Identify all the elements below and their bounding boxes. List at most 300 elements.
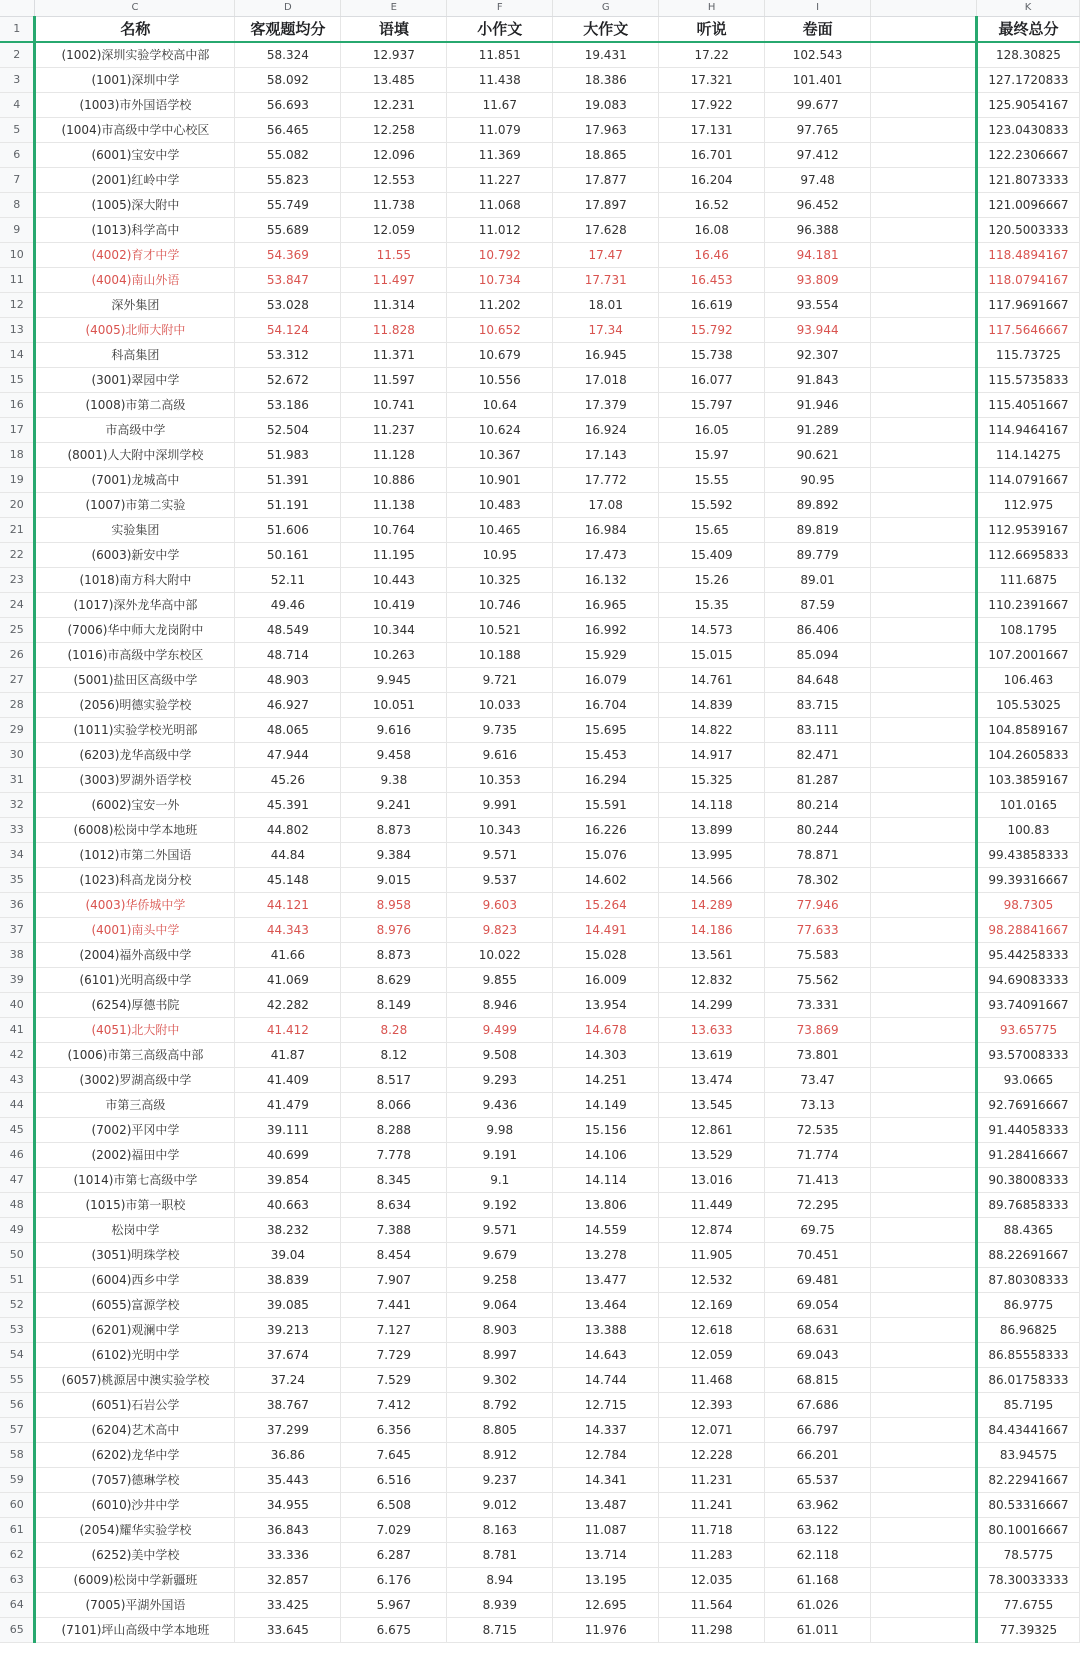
score-cell-F[interactable]: 10.679 (447, 342, 553, 367)
score-cell-K[interactable]: 80.53316667 (976, 1492, 1079, 1517)
row-number[interactable]: 64 (0, 1592, 35, 1617)
score-cell-H[interactable]: 11.718 (659, 1517, 765, 1542)
row-number[interactable]: 32 (0, 792, 35, 817)
score-cell-H[interactable]: 12.832 (659, 967, 765, 992)
score-cell-D[interactable]: 48.903 (235, 667, 341, 692)
row-number[interactable]: 59 (0, 1467, 35, 1492)
score-cell-G[interactable]: 14.744 (553, 1367, 659, 1392)
spacer-cell[interactable] (871, 1142, 977, 1167)
score-cell-F[interactable]: 9.302 (447, 1367, 553, 1392)
row-number[interactable]: 49 (0, 1217, 35, 1242)
score-cell-F[interactable]: 9.064 (447, 1292, 553, 1317)
score-cell-F[interactable]: 9.616 (447, 742, 553, 767)
row-number[interactable]: 24 (0, 592, 35, 617)
score-cell-G[interactable]: 11.976 (553, 1617, 659, 1642)
score-cell-E[interactable]: 8.634 (341, 1192, 447, 1217)
row-number[interactable]: 10 (0, 242, 35, 267)
score-cell-I[interactable]: 69.043 (765, 1342, 871, 1367)
row-number[interactable]: 14 (0, 342, 35, 367)
row-number[interactable]: 34 (0, 842, 35, 867)
school-name-cell[interactable]: (6009)松岗中学新疆班 (35, 1567, 235, 1592)
school-name-cell[interactable]: (6102)光明中学 (35, 1342, 235, 1367)
score-cell-F[interactable]: 9.508 (447, 1042, 553, 1067)
spacer-cell[interactable] (871, 517, 977, 542)
score-cell-F[interactable]: 11.012 (447, 217, 553, 242)
score-cell-F[interactable]: 11.227 (447, 167, 553, 192)
school-name-cell[interactable]: 实验集团 (35, 517, 235, 542)
school-name-cell[interactable]: (1015)市第一职校 (35, 1192, 235, 1217)
score-cell-G[interactable]: 14.114 (553, 1167, 659, 1192)
spacer-cell[interactable] (871, 442, 977, 467)
score-cell-E[interactable]: 10.263 (341, 642, 447, 667)
spacer-cell[interactable] (871, 1492, 977, 1517)
column-letter-K[interactable]: K (976, 0, 1079, 16)
spacer-cell[interactable] (871, 16, 977, 42)
spacer-cell[interactable] (871, 1167, 977, 1192)
spacer-cell[interactable] (871, 1217, 977, 1242)
score-cell-F[interactable]: 9.192 (447, 1192, 553, 1217)
score-cell-K[interactable]: 117.5646667 (976, 317, 1079, 342)
row-number[interactable]: 38 (0, 942, 35, 967)
row-number[interactable]: 57 (0, 1417, 35, 1442)
spacer-cell[interactable] (871, 667, 977, 692)
row-number[interactable]: 15 (0, 367, 35, 392)
score-cell-E[interactable]: 6.508 (341, 1492, 447, 1517)
score-cell-D[interactable]: 40.663 (235, 1192, 341, 1217)
score-cell-H[interactable]: 17.922 (659, 92, 765, 117)
score-cell-I[interactable]: 68.631 (765, 1317, 871, 1342)
score-cell-E[interactable]: 10.051 (341, 692, 447, 717)
score-cell-K[interactable]: 98.7305 (976, 892, 1079, 917)
score-cell-I[interactable]: 73.801 (765, 1042, 871, 1067)
score-cell-H[interactable]: 15.797 (659, 392, 765, 417)
score-cell-I[interactable]: 72.295 (765, 1192, 871, 1217)
school-name-cell[interactable]: (6003)新安中学 (35, 542, 235, 567)
score-cell-G[interactable]: 14.643 (553, 1342, 659, 1367)
school-name-cell[interactable]: (6002)宝安一外 (35, 792, 235, 817)
score-cell-E[interactable]: 8.873 (341, 817, 447, 842)
score-cell-I[interactable]: 85.094 (765, 642, 871, 667)
score-cell-E[interactable]: 10.344 (341, 617, 447, 642)
score-cell-I[interactable]: 75.562 (765, 967, 871, 992)
score-cell-E[interactable]: 12.258 (341, 117, 447, 142)
score-cell-F[interactable]: 9.499 (447, 1017, 553, 1042)
score-cell-G[interactable]: 15.028 (553, 942, 659, 967)
score-cell-K[interactable]: 107.2001667 (976, 642, 1079, 667)
school-name-cell[interactable]: (4002)育才中学 (35, 242, 235, 267)
spacer-cell[interactable] (871, 167, 977, 192)
score-cell-K[interactable]: 93.65775 (976, 1017, 1079, 1042)
column-letter-G[interactable]: G (553, 0, 659, 16)
score-cell-G[interactable]: 16.226 (553, 817, 659, 842)
score-cell-K[interactable]: 86.01758333 (976, 1367, 1079, 1392)
school-name-cell[interactable]: (1014)市第七高级中学 (35, 1167, 235, 1192)
score-cell-H[interactable]: 13.995 (659, 842, 765, 867)
school-name-cell[interactable]: (7057)德琳学校 (35, 1467, 235, 1492)
spacer-cell[interactable] (871, 417, 977, 442)
column-letter-I[interactable]: I (765, 0, 871, 16)
score-cell-F[interactable]: 10.343 (447, 817, 553, 842)
score-cell-H[interactable]: 15.015 (659, 642, 765, 667)
score-cell-H[interactable]: 13.633 (659, 1017, 765, 1042)
spacer-cell[interactable] (871, 492, 977, 517)
row-number[interactable]: 63 (0, 1567, 35, 1592)
score-cell-D[interactable]: 33.336 (235, 1542, 341, 1567)
school-name-cell[interactable]: (2001)红岭中学 (35, 167, 235, 192)
score-cell-E[interactable]: 11.128 (341, 442, 447, 467)
school-name-cell[interactable]: (1001)深圳中学 (35, 67, 235, 92)
spacer-cell[interactable] (871, 1117, 977, 1142)
score-cell-E[interactable]: 12.059 (341, 217, 447, 242)
score-cell-K[interactable]: 85.7195 (976, 1392, 1079, 1417)
score-cell-I[interactable]: 72.535 (765, 1117, 871, 1142)
score-cell-I[interactable]: 94.181 (765, 242, 871, 267)
spacer-cell[interactable] (871, 567, 977, 592)
score-cell-E[interactable]: 7.412 (341, 1392, 447, 1417)
score-cell-K[interactable]: 100.83 (976, 817, 1079, 842)
score-cell-F[interactable]: 8.946 (447, 992, 553, 1017)
school-name-cell[interactable]: (7006)华中师大龙岗附中 (35, 617, 235, 642)
spacer-cell[interactable] (871, 617, 977, 642)
school-name-cell[interactable]: (7005)平湖外国语 (35, 1592, 235, 1617)
score-cell-E[interactable]: 5.967 (341, 1592, 447, 1617)
score-cell-K[interactable]: 80.10016667 (976, 1517, 1079, 1542)
score-cell-D[interactable]: 38.839 (235, 1267, 341, 1292)
score-cell-G[interactable]: 16.294 (553, 767, 659, 792)
score-cell-D[interactable]: 39.04 (235, 1242, 341, 1267)
school-name-cell[interactable]: (6254)厚德书院 (35, 992, 235, 1017)
score-cell-D[interactable]: 55.823 (235, 167, 341, 192)
school-name-cell[interactable]: (3003)罗湖外语学校 (35, 767, 235, 792)
school-name-cell[interactable]: (1007)市第二实验 (35, 492, 235, 517)
score-cell-I[interactable]: 102.543 (765, 42, 871, 67)
row-number[interactable]: 43 (0, 1067, 35, 1092)
score-cell-K[interactable]: 122.2306667 (976, 142, 1079, 167)
score-cell-H[interactable]: 15.738 (659, 342, 765, 367)
school-name-cell[interactable]: (6055)富源学校 (35, 1292, 235, 1317)
spacer-cell[interactable] (871, 1417, 977, 1442)
spacer-cell[interactable] (871, 1442, 977, 1467)
score-cell-I[interactable]: 66.201 (765, 1442, 871, 1467)
score-cell-F[interactable]: 9.237 (447, 1467, 553, 1492)
score-cell-D[interactable]: 52.672 (235, 367, 341, 392)
score-cell-I[interactable]: 69.75 (765, 1217, 871, 1242)
score-cell-H[interactable]: 12.035 (659, 1567, 765, 1592)
score-cell-D[interactable]: 45.148 (235, 867, 341, 892)
row-number[interactable]: 30 (0, 742, 35, 767)
score-cell-G[interactable]: 17.897 (553, 192, 659, 217)
school-name-cell[interactable]: (4051)北大附中 (35, 1017, 235, 1042)
score-cell-I[interactable]: 77.946 (765, 892, 871, 917)
school-name-cell[interactable]: (3001)翠园中学 (35, 367, 235, 392)
score-cell-G[interactable]: 12.784 (553, 1442, 659, 1467)
score-cell-K[interactable]: 98.28841667 (976, 917, 1079, 942)
score-cell-K[interactable]: 118.0794167 (976, 267, 1079, 292)
score-cell-K[interactable]: 104.8589167 (976, 717, 1079, 742)
score-cell-G[interactable]: 16.945 (553, 342, 659, 367)
score-cell-G[interactable]: 17.473 (553, 542, 659, 567)
spacer-cell[interactable] (871, 1517, 977, 1542)
score-cell-I[interactable]: 91.946 (765, 392, 871, 417)
score-cell-K[interactable]: 115.4051667 (976, 392, 1079, 417)
row-number[interactable]: 1 (0, 16, 35, 42)
score-cell-H[interactable]: 13.619 (659, 1042, 765, 1067)
score-cell-H[interactable]: 16.52 (659, 192, 765, 217)
column-letter-F[interactable]: F (447, 0, 553, 16)
score-cell-K[interactable]: 93.57008333 (976, 1042, 1079, 1067)
score-cell-H[interactable]: 12.169 (659, 1292, 765, 1317)
spacer-cell[interactable] (871, 642, 977, 667)
select-all-corner[interactable] (0, 0, 35, 16)
score-cell-F[interactable]: 10.483 (447, 492, 553, 517)
score-cell-E[interactable]: 8.873 (341, 942, 447, 967)
spacer-cell[interactable] (871, 1567, 977, 1592)
column-letter-C[interactable]: C (35, 0, 235, 16)
score-cell-D[interactable]: 32.857 (235, 1567, 341, 1592)
score-cell-F[interactable]: 10.652 (447, 317, 553, 342)
score-cell-E[interactable]: 12.096 (341, 142, 447, 167)
spacer-cell[interactable] (871, 242, 977, 267)
score-cell-F[interactable]: 11.079 (447, 117, 553, 142)
score-cell-D[interactable]: 55.689 (235, 217, 341, 242)
spacer-cell[interactable] (871, 1192, 977, 1217)
school-name-cell[interactable]: (6252)美中学校 (35, 1542, 235, 1567)
spacer-cell[interactable] (871, 1367, 977, 1392)
score-cell-K[interactable]: 95.44258333 (976, 942, 1079, 967)
score-cell-G[interactable]: 14.251 (553, 1067, 659, 1092)
score-cell-K[interactable]: 111.6875 (976, 567, 1079, 592)
score-cell-E[interactable]: 12.937 (341, 42, 447, 67)
score-cell-G[interactable]: 19.083 (553, 92, 659, 117)
score-cell-H[interactable]: 16.701 (659, 142, 765, 167)
score-cell-K[interactable]: 78.5775 (976, 1542, 1079, 1567)
column-letter-J[interactable] (871, 0, 977, 16)
score-cell-D[interactable]: 49.46 (235, 592, 341, 617)
spacer-cell[interactable] (871, 742, 977, 767)
score-cell-D[interactable]: 40.699 (235, 1142, 341, 1167)
score-cell-D[interactable]: 41.87 (235, 1042, 341, 1067)
score-cell-D[interactable]: 44.343 (235, 917, 341, 942)
row-number[interactable]: 5 (0, 117, 35, 142)
score-cell-D[interactable]: 38.232 (235, 1217, 341, 1242)
score-cell-K[interactable]: 104.2605833 (976, 742, 1079, 767)
score-cell-E[interactable]: 9.945 (341, 667, 447, 692)
score-cell-F[interactable]: 9.191 (447, 1142, 553, 1167)
school-name-cell[interactable]: (6004)西乡中学 (35, 1267, 235, 1292)
score-cell-K[interactable]: 92.76916667 (976, 1092, 1079, 1117)
score-cell-F[interactable]: 10.64 (447, 392, 553, 417)
score-cell-D[interactable]: 48.549 (235, 617, 341, 642)
score-cell-D[interactable]: 37.24 (235, 1367, 341, 1392)
score-cell-K[interactable]: 82.22941667 (976, 1467, 1079, 1492)
school-name-cell[interactable]: (1017)深外龙华高中部 (35, 592, 235, 617)
row-number[interactable]: 28 (0, 692, 35, 717)
score-cell-I[interactable]: 62.118 (765, 1542, 871, 1567)
score-cell-H[interactable]: 11.564 (659, 1592, 765, 1617)
score-cell-G[interactable]: 15.929 (553, 642, 659, 667)
row-number[interactable]: 62 (0, 1542, 35, 1567)
school-name-cell[interactable]: 深外集团 (35, 292, 235, 317)
score-cell-I[interactable]: 90.95 (765, 467, 871, 492)
spacer-cell[interactable] (871, 1092, 977, 1117)
score-cell-I[interactable]: 71.413 (765, 1167, 871, 1192)
score-cell-F[interactable]: 10.188 (447, 642, 553, 667)
score-cell-I[interactable]: 82.471 (765, 742, 871, 767)
score-cell-F[interactable]: 8.792 (447, 1392, 553, 1417)
score-cell-H[interactable]: 14.917 (659, 742, 765, 767)
school-name-cell[interactable]: (4004)南山外语 (35, 267, 235, 292)
score-cell-E[interactable]: 11.738 (341, 192, 447, 217)
score-cell-K[interactable]: 77.39325 (976, 1617, 1079, 1642)
score-cell-I[interactable]: 78.871 (765, 842, 871, 867)
row-number[interactable]: 41 (0, 1017, 35, 1042)
row-number[interactable]: 48 (0, 1192, 35, 1217)
score-cell-G[interactable]: 14.149 (553, 1092, 659, 1117)
school-name-cell[interactable]: (3051)明珠学校 (35, 1242, 235, 1267)
score-cell-I[interactable]: 93.809 (765, 267, 871, 292)
score-cell-D[interactable]: 33.645 (235, 1617, 341, 1642)
score-cell-D[interactable]: 53.312 (235, 342, 341, 367)
row-number[interactable]: 65 (0, 1617, 35, 1642)
score-cell-D[interactable]: 45.391 (235, 792, 341, 817)
score-cell-D[interactable]: 36.86 (235, 1442, 341, 1467)
score-cell-H[interactable]: 16.05 (659, 417, 765, 442)
score-cell-G[interactable]: 16.984 (553, 517, 659, 542)
score-cell-D[interactable]: 42.282 (235, 992, 341, 1017)
school-name-cell[interactable]: (6201)观澜中学 (35, 1317, 235, 1342)
score-cell-H[interactable]: 11.283 (659, 1542, 765, 1567)
score-cell-F[interactable]: 8.997 (447, 1342, 553, 1367)
score-cell-G[interactable]: 17.34 (553, 317, 659, 342)
score-cell-G[interactable]: 16.992 (553, 617, 659, 642)
score-cell-H[interactable]: 15.65 (659, 517, 765, 542)
score-cell-D[interactable]: 53.847 (235, 267, 341, 292)
score-cell-H[interactable]: 14.761 (659, 667, 765, 692)
column-letter-E[interactable]: E (341, 0, 447, 16)
score-cell-K[interactable]: 86.85558333 (976, 1342, 1079, 1367)
score-cell-I[interactable]: 89.01 (765, 567, 871, 592)
row-number[interactable]: 27 (0, 667, 35, 692)
spacer-cell[interactable] (871, 1292, 977, 1317)
school-name-cell[interactable]: (2056)明德实验学校 (35, 692, 235, 717)
score-cell-K[interactable]: 84.43441667 (976, 1417, 1079, 1442)
score-cell-K[interactable]: 93.74091667 (976, 992, 1079, 1017)
score-cell-F[interactable]: 11.369 (447, 142, 553, 167)
score-cell-H[interactable]: 15.325 (659, 767, 765, 792)
score-cell-G[interactable]: 13.388 (553, 1317, 659, 1342)
row-number[interactable]: 20 (0, 492, 35, 517)
row-number[interactable]: 45 (0, 1117, 35, 1142)
score-cell-E[interactable]: 8.345 (341, 1167, 447, 1192)
score-cell-K[interactable]: 99.39316667 (976, 867, 1079, 892)
score-cell-D[interactable]: 47.944 (235, 742, 341, 767)
score-cell-I[interactable]: 97.412 (765, 142, 871, 167)
row-number[interactable]: 37 (0, 917, 35, 942)
row-number[interactable]: 2 (0, 42, 35, 67)
header-cell-K[interactable]: 最终总分 (976, 16, 1079, 42)
spacer-cell[interactable] (871, 1592, 977, 1617)
score-cell-D[interactable]: 39.085 (235, 1292, 341, 1317)
score-cell-D[interactable]: 41.479 (235, 1092, 341, 1117)
score-cell-H[interactable]: 12.071 (659, 1417, 765, 1442)
score-cell-E[interactable]: 8.517 (341, 1067, 447, 1092)
score-cell-D[interactable]: 41.66 (235, 942, 341, 967)
spacer-cell[interactable] (871, 767, 977, 792)
score-cell-H[interactable]: 15.55 (659, 467, 765, 492)
school-name-cell[interactable]: (4005)北师大附中 (35, 317, 235, 342)
score-cell-E[interactable]: 9.616 (341, 717, 447, 742)
row-number[interactable]: 39 (0, 967, 35, 992)
score-cell-F[interactable]: 8.939 (447, 1592, 553, 1617)
school-name-cell[interactable]: (1018)南方科大附中 (35, 567, 235, 592)
column-letter-D[interactable]: D (235, 0, 341, 16)
score-cell-I[interactable]: 70.451 (765, 1242, 871, 1267)
spacer-cell[interactable] (871, 1267, 977, 1292)
score-cell-K[interactable]: 128.30825 (976, 42, 1079, 67)
score-cell-H[interactable]: 15.97 (659, 442, 765, 467)
score-cell-F[interactable]: 10.792 (447, 242, 553, 267)
score-cell-H[interactable]: 12.861 (659, 1117, 765, 1142)
score-cell-G[interactable]: 18.01 (553, 292, 659, 317)
school-name-cell[interactable]: (1002)深圳实验学校高中部 (35, 42, 235, 67)
score-cell-I[interactable]: 73.47 (765, 1067, 871, 1092)
score-cell-E[interactable]: 11.138 (341, 492, 447, 517)
score-cell-G[interactable]: 16.079 (553, 667, 659, 692)
score-cell-G[interactable]: 13.195 (553, 1567, 659, 1592)
score-cell-G[interactable]: 15.453 (553, 742, 659, 767)
spacer-cell[interactable] (871, 892, 977, 917)
score-cell-D[interactable]: 44.802 (235, 817, 341, 842)
score-cell-G[interactable]: 13.477 (553, 1267, 659, 1292)
score-cell-G[interactable]: 16.132 (553, 567, 659, 592)
school-name-cell[interactable]: (1023)科高龙岗分校 (35, 867, 235, 892)
score-cell-I[interactable]: 99.677 (765, 92, 871, 117)
score-cell-G[interactable]: 17.963 (553, 117, 659, 142)
score-cell-G[interactable]: 17.772 (553, 467, 659, 492)
score-cell-K[interactable]: 123.0430833 (976, 117, 1079, 142)
row-number[interactable]: 53 (0, 1317, 35, 1342)
row-number[interactable]: 22 (0, 542, 35, 567)
score-cell-G[interactable]: 15.156 (553, 1117, 659, 1142)
score-cell-E[interactable]: 8.288 (341, 1117, 447, 1142)
score-cell-I[interactable]: 93.944 (765, 317, 871, 342)
score-cell-E[interactable]: 6.675 (341, 1617, 447, 1642)
score-cell-I[interactable]: 75.583 (765, 942, 871, 967)
score-cell-D[interactable]: 51.983 (235, 442, 341, 467)
score-cell-D[interactable]: 54.369 (235, 242, 341, 267)
row-number[interactable]: 54 (0, 1342, 35, 1367)
score-cell-G[interactable]: 13.278 (553, 1242, 659, 1267)
score-cell-F[interactable]: 10.521 (447, 617, 553, 642)
score-cell-F[interactable]: 9.735 (447, 717, 553, 742)
score-cell-D[interactable]: 41.412 (235, 1017, 341, 1042)
score-cell-I[interactable]: 101.401 (765, 67, 871, 92)
row-number[interactable]: 44 (0, 1092, 35, 1117)
spacer-cell[interactable] (871, 1617, 977, 1642)
score-cell-K[interactable]: 86.96825 (976, 1317, 1079, 1342)
score-cell-F[interactable]: 9.991 (447, 792, 553, 817)
score-cell-D[interactable]: 51.191 (235, 492, 341, 517)
row-number[interactable]: 3 (0, 67, 35, 92)
score-cell-E[interactable]: 7.029 (341, 1517, 447, 1542)
score-cell-I[interactable]: 89.892 (765, 492, 871, 517)
score-cell-D[interactable]: 36.843 (235, 1517, 341, 1542)
score-cell-D[interactable]: 35.443 (235, 1467, 341, 1492)
score-cell-E[interactable]: 11.597 (341, 367, 447, 392)
score-cell-H[interactable]: 11.231 (659, 1467, 765, 1492)
score-cell-D[interactable]: 39.213 (235, 1317, 341, 1342)
score-cell-F[interactable]: 9.571 (447, 842, 553, 867)
